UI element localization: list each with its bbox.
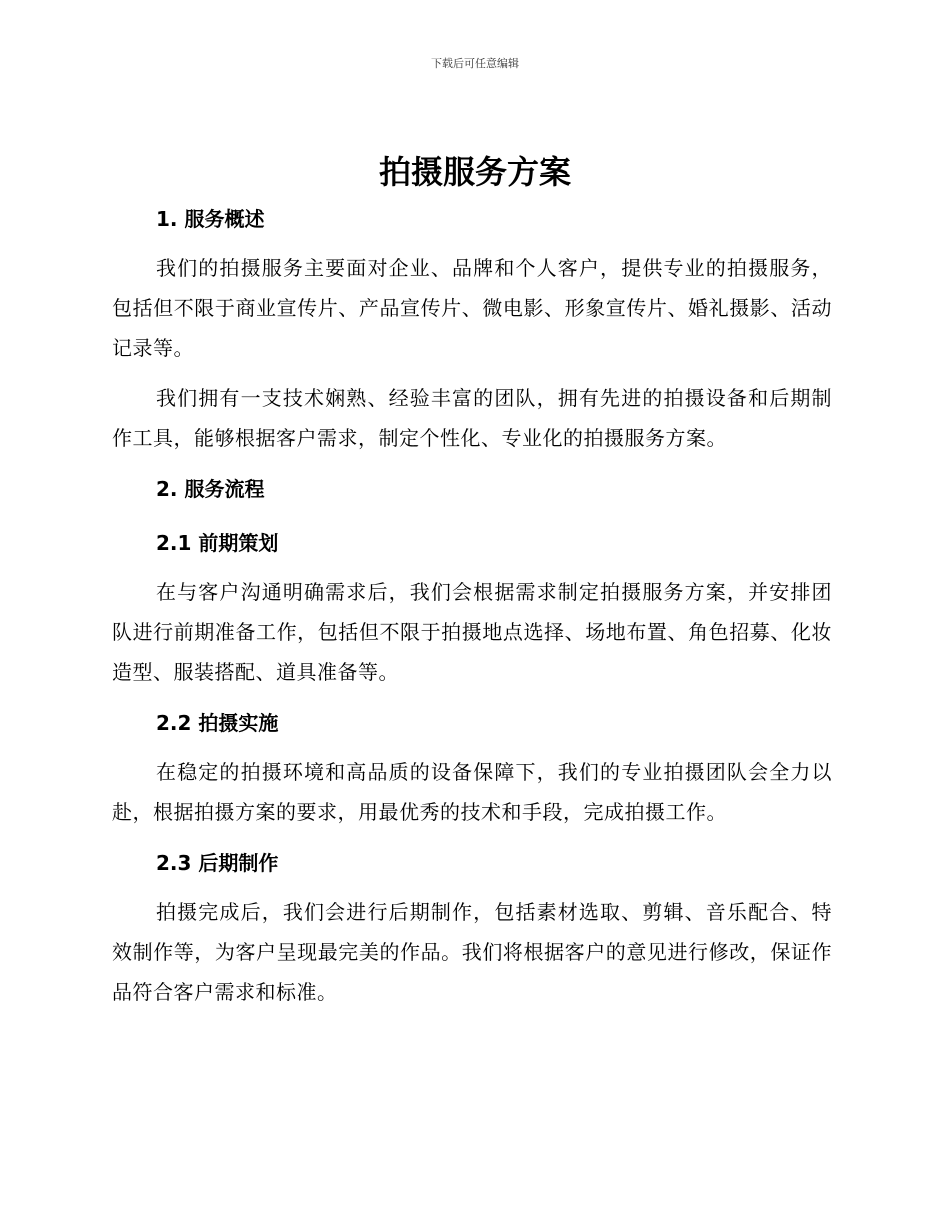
section-heading-overview: 1. 服务概述 <box>156 207 265 231</box>
paragraph-overview-1: 我们的拍摄服务主要面对企业、品牌和个人客户，提供专业的拍摄服务，包括但不限于商业宣传片、产品宣传片、微电影、形象宣传片、婚礼摄影、活动记录等。 <box>112 256 832 360</box>
header-note: 下载后可任意编辑 <box>431 57 519 70</box>
subsection-heading-postproduction: 2.3 后期制作 <box>156 851 279 875</box>
document-body <box>112 204 832 1012</box>
paragraph-overview-2: 我们拥有一支技术娴熟、经验丰富的团队，拥有先进的拍摄设备和后期制作工具，能够根据客户需求，制定个性化、专业化的拍摄服务方案。 <box>112 386 832 450</box>
paragraph-planning: 在与客户沟通明确需求后，我们会根据需求制定拍摄服务方案，并安排团队进行前期准备工作，包括但不限于拍摄地点选择、场地布置、角色招募、化妆造型、服装搭配、道具准备等。 <box>112 580 832 684</box>
subsection-heading-shooting: 2.2 拍摄实施 <box>156 711 279 735</box>
subsection-heading-planning: 2.1 前期策划 <box>156 531 279 555</box>
document-title: 拍摄服务方案 <box>378 153 571 191</box>
section-heading-process: 2. 服务流程 <box>156 477 265 501</box>
paragraph-shooting: 在稳定的拍摄环境和高品质的设备保障下，我们的专业拍摄团队会全力以赴，根据拍摄方案的要求，用最优秀的技术和手段，完成拍摄工作。 <box>112 760 832 824</box>
paragraph-postproduction: 拍摄完成后，我们会进行后期制作，包括素材选取、剪辑、音乐配合、特效制作等，为客户呈现最完美的作品。我们将根据客户的意见进行修改，保证作品符合客户需求和标准。 <box>112 900 832 1004</box>
